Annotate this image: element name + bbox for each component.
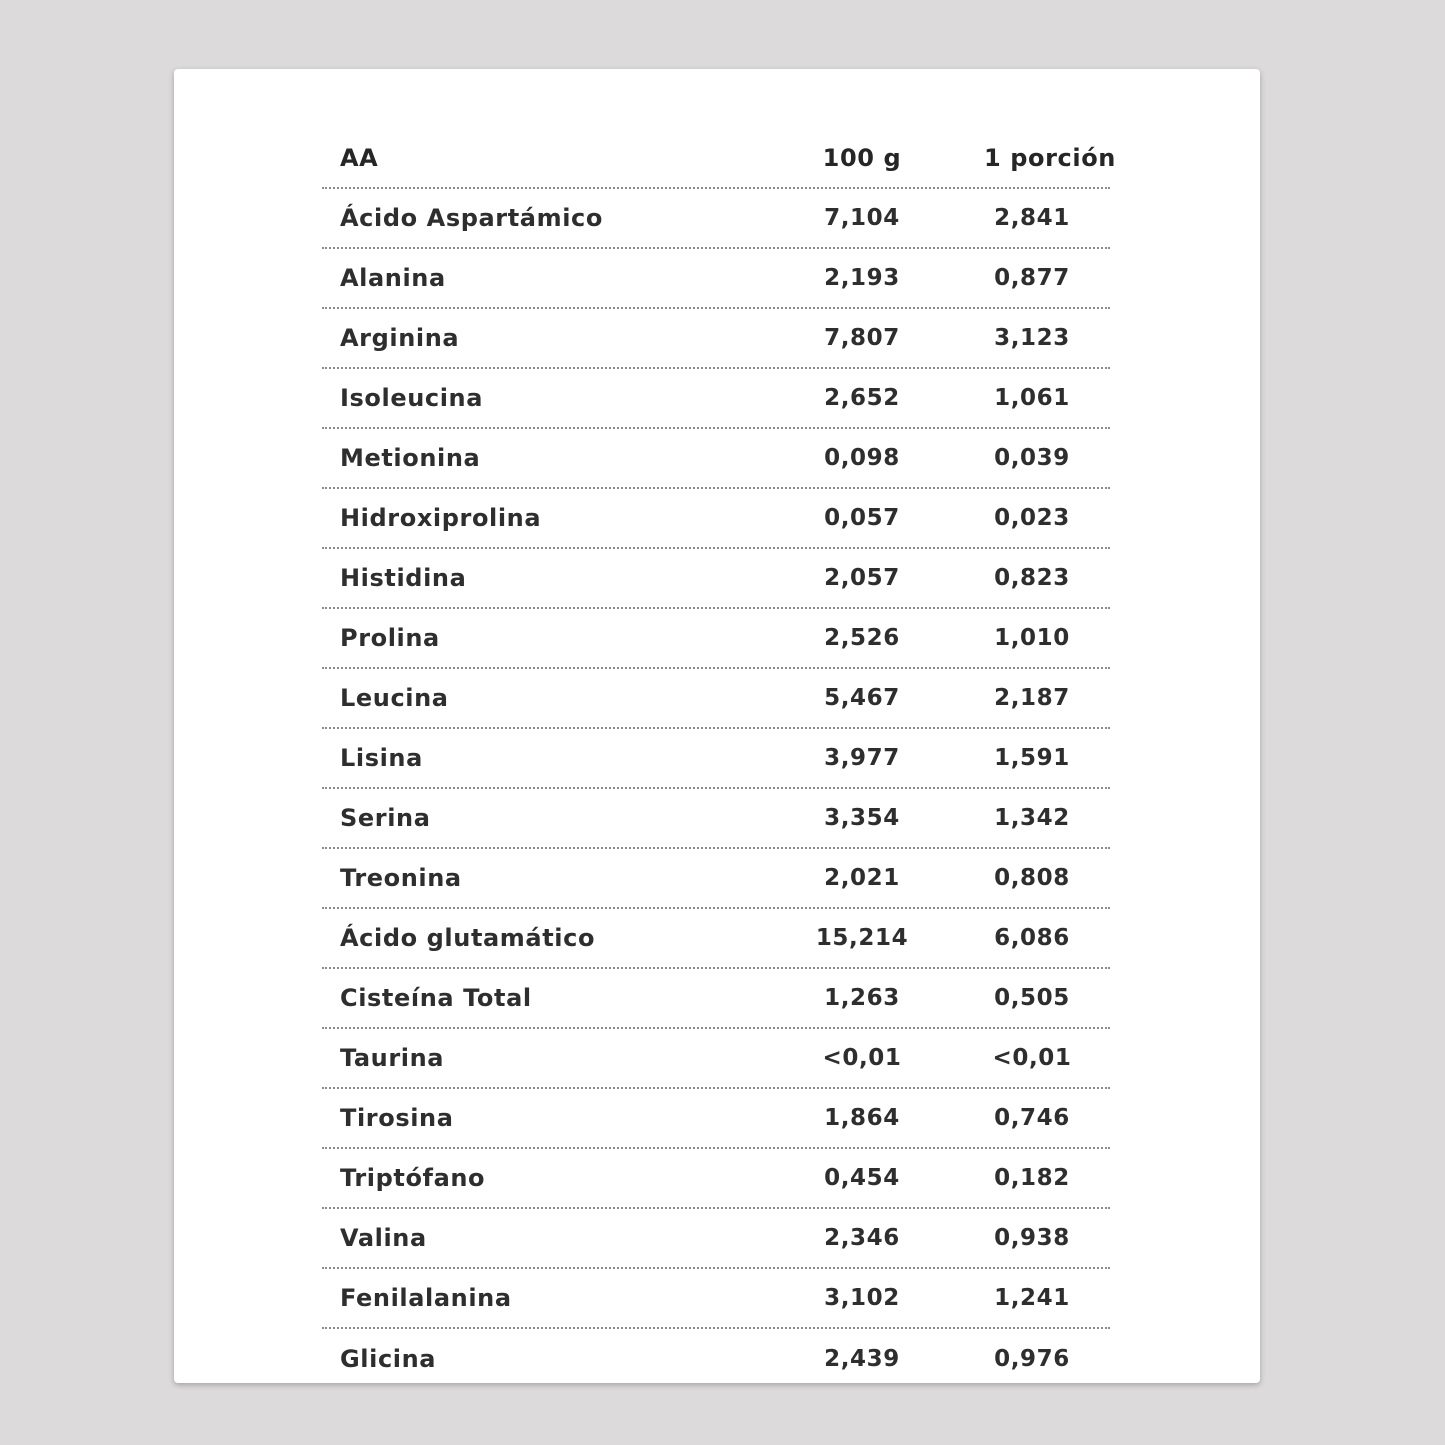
table-row [322, 549, 1110, 609]
value-100g: 3,354 [824, 805, 900, 831]
table-row [322, 249, 1110, 309]
value-portion: 0,039 [994, 445, 1070, 471]
amino-acid-name: Histidina [340, 564, 467, 592]
value-portion: 1,010 [994, 625, 1070, 651]
table-row [322, 189, 1110, 249]
value-100g: 3,977 [824, 745, 900, 771]
amino-acid-name: Taurina [340, 1044, 445, 1072]
table-row [322, 849, 1110, 909]
table-row [322, 789, 1110, 849]
table-row [322, 729, 1110, 789]
value-100g: 2,057 [824, 565, 900, 591]
value-100g: 1,864 [824, 1105, 900, 1131]
value-portion: 0,746 [994, 1105, 1070, 1131]
header-aa: AA [340, 144, 379, 172]
value-100g: 5,467 [824, 685, 900, 711]
amino-acid-name: Lisina [340, 744, 423, 772]
table-row [322, 429, 1110, 489]
amino-acid-name: Cisteína Total [340, 984, 532, 1012]
value-portion: 0,505 [994, 985, 1070, 1011]
value-100g: 2,346 [824, 1225, 900, 1251]
header-portion: 1 porción [984, 144, 1116, 172]
value-portion: 6,086 [994, 925, 1070, 951]
value-100g: 0,098 [824, 445, 900, 471]
value-portion: <0,01 [992, 1045, 1072, 1071]
value-100g: 2,021 [824, 865, 900, 891]
value-100g: 2,439 [824, 1346, 900, 1372]
table-row [322, 309, 1110, 369]
amino-acid-name: Serina [340, 804, 431, 832]
value-100g: 0,454 [824, 1165, 900, 1191]
value-100g: 3,102 [824, 1285, 900, 1311]
value-portion: 1,342 [994, 805, 1070, 831]
table-row [322, 369, 1110, 429]
value-portion: 0,938 [994, 1225, 1070, 1251]
value-100g: 0,057 [824, 505, 900, 531]
table-row [322, 969, 1110, 1029]
value-portion: 0,182 [994, 1165, 1070, 1191]
value-portion: 2,187 [994, 685, 1070, 711]
table-row [322, 909, 1110, 969]
amino-acid-name: Triptófano [340, 1164, 486, 1192]
value-portion: 0,808 [994, 865, 1070, 891]
table-body [322, 189, 1110, 1389]
table-row [322, 1209, 1110, 1269]
value-100g: <0,01 [822, 1045, 902, 1071]
table-row [322, 1269, 1110, 1329]
value-portion: 1,591 [994, 745, 1070, 771]
value-portion: 1,061 [994, 385, 1070, 411]
table-row [322, 669, 1110, 729]
value-100g: 2,652 [824, 385, 900, 411]
value-portion: 0,976 [994, 1346, 1070, 1372]
value-portion: 0,823 [994, 565, 1070, 591]
table-row [322, 489, 1110, 549]
amino-acid-name: Fenilalanina [340, 1284, 512, 1312]
amino-acid-table [322, 129, 1116, 1389]
value-portion: 1,241 [994, 1285, 1070, 1311]
amino-acid-name: Valina [340, 1224, 427, 1252]
amino-acid-name: Tirosina [340, 1104, 454, 1132]
amino-acid-name: Hidroxiprolina [340, 504, 542, 532]
table-row [322, 1329, 1110, 1389]
value-100g: 7,104 [824, 205, 900, 231]
value-portion: 0,877 [994, 265, 1070, 291]
table-row [322, 1149, 1110, 1209]
value-100g: 2,526 [824, 625, 900, 651]
amino-acid-name: Ácido glutamático [340, 924, 596, 952]
table-row [322, 1089, 1110, 1149]
amino-acid-name: Arginina [340, 324, 460, 352]
amino-acid-card [174, 69, 1260, 1383]
value-portion: 0,023 [994, 505, 1070, 531]
amino-acid-name: Alanina [340, 264, 446, 292]
value-portion: 3,123 [994, 325, 1070, 351]
table-row [322, 1029, 1110, 1089]
amino-acid-name: Prolina [340, 624, 440, 652]
value-100g: 1,263 [824, 985, 900, 1011]
amino-acid-name: Isoleucina [340, 384, 484, 412]
value-100g: 7,807 [824, 325, 900, 351]
value-portion: 2,841 [994, 205, 1070, 231]
amino-acid-name: Ácido Aspartámico [340, 204, 603, 232]
amino-acid-name: Glicina [340, 1345, 437, 1373]
value-100g: 2,193 [824, 265, 900, 291]
table-row [322, 609, 1110, 669]
amino-acid-name: Treonina [340, 864, 462, 892]
value-100g: 15,214 [815, 925, 909, 951]
header-100g: 100 g [822, 144, 902, 172]
amino-acid-name: Metionina [340, 444, 481, 472]
amino-acid-name: Leucina [340, 684, 449, 712]
table-header [322, 129, 1116, 189]
